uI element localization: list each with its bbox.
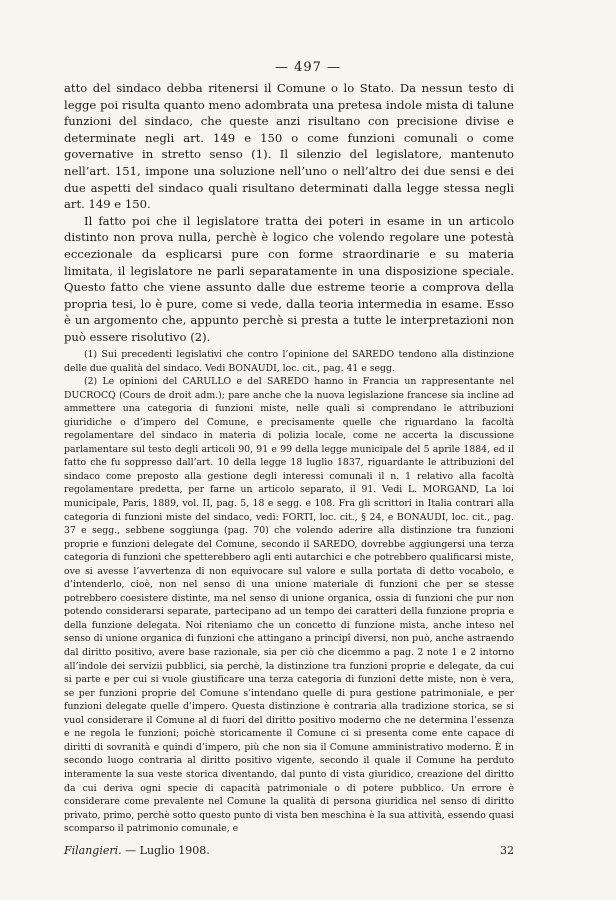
footnotes	[64, 348, 514, 836]
main-text	[64, 80, 514, 346]
footnote: (1) Sui precedenti legislativi che contro l’opinione del SAREDO tendono alla distinzione delle due qualità del sindaco. Vedi BONAUDI, loc. cit., pag. 41 e segg.	[64, 349, 514, 374]
page-footer	[64, 844, 514, 857]
issue-date: Luglio 1908.	[139, 844, 210, 857]
footer-journal-line	[64, 844, 210, 857]
body-paragraph: atto del sindaco debba ritenersi il Comune o lo Stato. Da nessun testo di legge poi risulta quanto meno adombrata una pretesa indole mista di talune funzioni del sindaco, che queste anzi risultano con precisione divise e determinate negli art. 149 e 150 o come funzioni comunali o come governative in stretto senso (1). Il silenzio del legislatore, mantenuto nell’art. 151, impone una soluzione nell’uno o nell’altro dei due sensi e dei due aspetti del sindaco quali risultano determinati dalla legge stessa negli art. 149 e 150.	[64, 81, 514, 212]
sheet-number: 32	[500, 844, 514, 857]
footnote: (2) Le opinioni del CARULLO e del SAREDO hanno in Francia un rappresentante nel DUCROCQ (Cours de droit adm.); pare anche che la nuova legislazione francese sia incline ad ammettere una categoria di funzioni miste, nelle quali si comprendano le attribuzioni giuridiche o d’impero del Comune, e precisamente quelle che riguardano la facoltà regolamentare del sindaco in materia di polizia locale, come ne accerta la discussione parlamentare sul testo degli articoli 90, 91 e 99 della legge municipale del 5 aprile 1884, ed il fatto che fu soppresso dall’art. 10 della legge 18 luglio 1837, riguardante le attribuzioni del sindaco come preposto alla gestione degli interessi comunali il n. 1 relativo alla facoltà regolamentare predetta, per farne un articolo separato, il 91. Vedi L. MORGAND, La loi municipale, Paris, 1889, vol. II, pag. 5, 18 e segg. e 108. Fra gli scrittori in Italia contrari alla categoria di funzioni miste del sindaco, vedi: FORTI, loc. cit., § 24, e BONAUDI, loc. cit., pag. 37 e segg., sebbene soggiunga (pag. 70) che volendo aderire alla distinzione tra funzioni proprie e funzioni delegate del Comune, secondo il SAREDO, dovrebbe aggiungersi una terza categoria di funzioni che spetterebbero agli enti autarchici e che potrebbero qualificarsi miste, ove si avesse l’avvertenza di non equivocare sul valore e sulla portata di detto vocabolo, e d’intenderlo, cioè, non nel senso di una unione materiale di funzioni che per se stesse potrebbero coesistere distinte, ma nel senso di unione organica, ossia di funzioni che pur non potendo considerarsi separate, partecipano ad un tempo dei caratteri della funzione propria e della funzione delegata. Noi riteniamo che un concetto di funzione mista, anche inteso nel senso di unione organica di funzioni che attingano a principî diversi, non può, anche astraendo dal diritto positivo, avere base razionale, sia per ciò che dicemmo a pag. 2 note 1 e 2 intorno all’indole dei servizii pubblici, sia perchè, la distinzione tra funzioni proprie e delegate, da cui si parte e per cui si vuole giustificare una terza categoria di funzioni dette miste, non è vera, se per funzioni proprie del Comune s’intendano quelle di pura gestione patrimoniale, e per funzioni delegate quelle d’impero. Questa distinzione è contraria alla tradizione storica, se si vuol considerare il Comune al di fuori del diritto positivo moderno che ne determina l’essenza e ne regola le funzioni; poichè storicamente il Comune ci si presenta come ente capace di diritti di sovranità e quindi d’impero, più che non sia il Comune amministrativo moderno. È in secondo luogo contraria al diritto positivo vigente, secondo il quale il Comune ha perduto interamente la sua veste storica diventando, dal punto di vista giuridico, creazione del diritto da cui deriva ogni specie di capacità patrimoniale o di potere pubblico. Un errore è considerare come prevalente nel Comune la qualità di persona giuridica nel senso di diritto privato, primo, perchè sotto questo punto di vista ben meschina è la sua attività, essendo quasi scomparso il patrimonio comunale, e	[64, 376, 514, 835]
journal-name: Filangieri.	[64, 844, 122, 857]
body-paragraph: Il fatto poi che il legislatore tratta dei poteri in esame in un articolo distinto non prova nulla, perchè è logico che volendo regolare une potestà eccezionale da esplicarsi pure con forme straordinarie e su materia limitata, il legislatore ne parli separatamente in una disposizione speciale. Questo fatto che viene assunto dalle due estreme teorie a comprova della propria tesi, lo è pure, come si vede, dalla teoria intermedia in esame. Esso è un argomento che, appunto perchè si presta a tutte le interpretazioni non può essere risolutivo (2).	[64, 213, 514, 344]
footer-separator: —	[121, 844, 140, 857]
page-number: — 497 —	[274, 60, 342, 75]
